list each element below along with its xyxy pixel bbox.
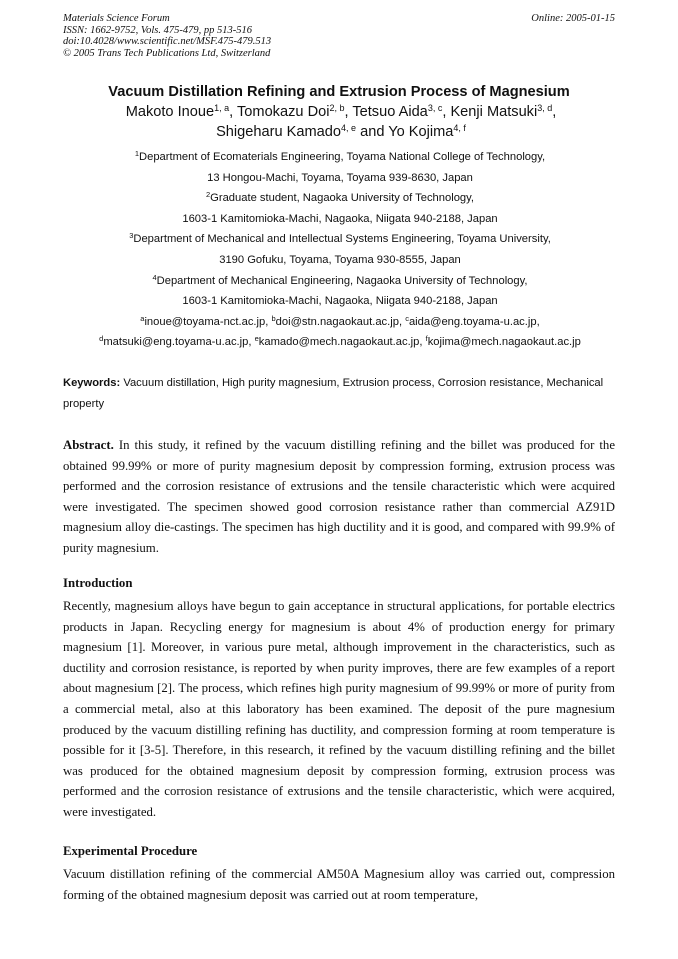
copyright-line: © 2005 Trans Tech Publications Ltd, Switzerland [63,47,271,59]
affiliation-line: $^2$Graduate student, Nagaoka University of Technology, [205,190,475,205]
affiliation-address: 3190 Gofuku, Toyama, Toyama 930-8555, Japan [219,253,461,266]
author-name: Yo Kojima [388,124,454,140]
author-sup: 3, c [427,103,443,113]
email-line: $^d$matsuki@eng.toyama-u.ac.jp, $^e$kamado@mech.nagaokaut.ac.jp, $^f$kojima@mech.nagaokaut.ac.jp [99,334,581,349]
introduction-text: Recently, magnesium alloys have begun to gain acceptance in structural applications, for portable electrics products in Japan. Recycling energy for magnesium is about 4% of production energy for primary magnesium [1]. Moreover, in various pure metal, although improvement in the characteristics, such as ductility and corrosion resistance, is reported by when purity improves, there are few examples of a report about magnesium [2]. The process, which refines high purity magnesium of 99.99% or more of purity from a commercial metal, also at this laboratory has been examined. The deposit of the pure magnesium produced by the vacuum distilling refining has ductility, and compression forming at room temperature is possible for it [3-5]. Therefore, in this research, it refined by the vacuum distilling refining and the billet was produced for the obtained magnesium deposit by compression forming, extrusion process was performed and the corrosion resistance of extrusions and the tensile characteristic, which were acquired, were investigated. [63,599,615,819]
experimental-text: Vacuum distillation refining of the commercial AM50A Magnesium alloy was carried out, compression forming of the obtained magnesium deposit was carried out at room temperature, [63,867,615,902]
affiliation-line: $^3$Department of Mechanical and Intellectual Systems Engineering, Toyama University, [129,231,551,246]
affiliation-line: $^4$Department of Mechanical Engineering, Nagaoka University of Technology, [152,272,528,287]
affiliation-address: 1603-1 Kamitomioka-Machi, Nagaoka, Niigata 940-2188, Japan [182,212,498,225]
author-sup: 2, b [329,103,345,113]
issn-line: ISSN: 1662-9752, Vols. 475-479, pp 513-516 [63,24,252,36]
keywords [63,373,615,414]
author-sup: 1, a [214,103,230,113]
author-sup: 3, d [537,103,553,113]
author-name: Tomokazu Doi [237,104,330,120]
author-sup: 4, f [453,123,466,133]
author-name: Shigeharu Kamado [216,124,342,140]
online-date: Online: 2005-01-15 [531,13,615,24]
journal-name: Materials Science Forum [63,13,170,24]
affiliation-address: 13 Hongou-Machi, Toyama, Toyama 939-8630, Japan [207,171,473,184]
abstract [63,435,615,559]
abstract-text: In this study, it refined by the vacuum distilling refining and the billet was produced for the obtained 99.99% or more of purity magnesium deposit by compression forming, extrusion process was performed and the corrosion resistance of extrusions and the tensile characteristic which were acquired were investigated. The specimen showed good corrosion resistance rather than commercial AZ91D magnesium alloy die-castings. The specimen has high ductility and it is good, and compared with 99.9% of purity magnesium. [63,438,616,555]
experimental-heading: Experimental Procedure [63,844,198,858]
introduction-heading: Introduction [63,576,133,590]
author-name: Tetsuo Aida [352,104,428,120]
affiliation-address: 1603-1 Kamitomioka-Machi, Nagaoka, Niigata 940-2188, Japan [182,295,498,308]
publication-header [63,13,615,59]
author-name: Kenji Matsuki [450,104,538,120]
paper-title: Vacuum Distillation Refining and Extrusion Process of Magnesium [108,84,570,100]
author-sup: 4, e [341,123,357,133]
keywords-label: Keywords: [63,377,121,389]
affiliation-line: $^1$Department of Ecomaterials Engineering, Toyama National College of Technology, [134,149,546,163]
email-line: $^a$inoue@toyama-nct.ac.jp, $^b$doi@stn.nagaokaut.ac.jp, $^c$aida@eng.toyama-u.ac.jp, [140,313,540,328]
affiliations [40,147,640,353]
abstract-label: Abstract. [63,438,114,452]
author-list: Makoto Inoue$^{1, a}$, Tomokazu Doi$^{2, b}$, Tetsuo Aida$^{3, c}$, Kenji Matsuki$^{3, d}$, Shigeharu Kamado$^{4, e}$ and Yo Kojima$^{4, f}$ [125,103,557,140]
doi-line: doi:10.4028/www.scientific.net/MSF.475-479.513 [63,36,272,48]
author-name: Makoto Inoue [125,104,215,120]
keywords-text: Vacuum distillation, High purity magnesium, Extrusion process, Corrosion resistance, Mechanical property [63,377,604,410]
